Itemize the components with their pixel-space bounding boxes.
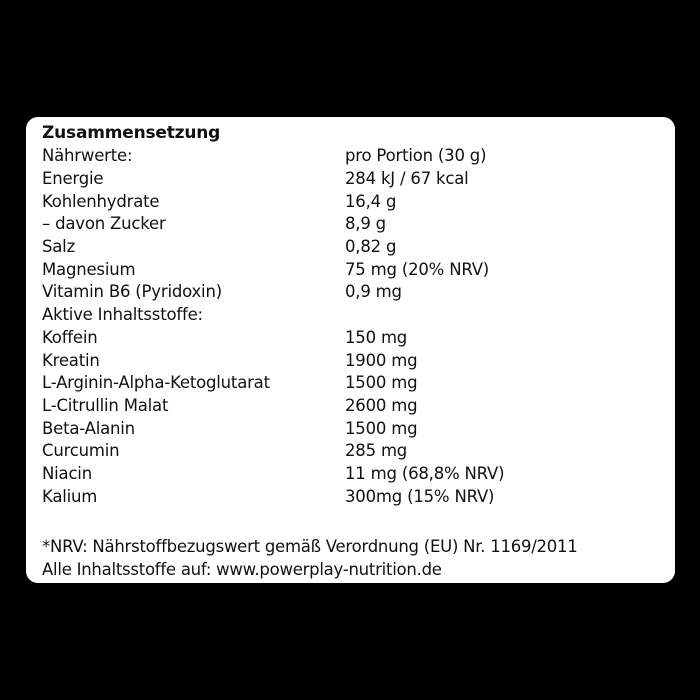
nutrient-name: Nährwerte: [42, 146, 133, 166]
nutrient-amount: 0,82 g [345, 237, 397, 257]
nutrient-name: – davon Zucker [42, 214, 166, 234]
nutrient-name: L-Citrullin Malat [42, 395, 169, 415]
nutrition-row [42, 485, 675, 508]
nutrient-amount: 1500 mg [345, 373, 418, 393]
nutrition-row [42, 281, 675, 304]
nutrition-row [42, 372, 675, 395]
nutrition-row [42, 168, 675, 191]
nutrition-row [42, 190, 675, 213]
nutrient-amount: 16,4 g [345, 191, 397, 211]
nutrient-name: Energie [42, 169, 104, 189]
nutrition-row [42, 258, 675, 281]
nutrient-amount: 8,9 g [345, 214, 386, 234]
nutrition-row [42, 417, 675, 440]
nutrient-amount: 0,9 mg [345, 282, 402, 302]
nutrient-name: Beta-Alanin [42, 418, 135, 438]
nutrient-name: Kohlenhydrate [42, 191, 160, 211]
nutrient-name: Kalium [42, 486, 98, 506]
nutrient-name: Salz [42, 237, 76, 257]
nutrient-amount: 300mg (15% NRV) [345, 486, 495, 506]
nutrition-row [42, 304, 675, 327]
nutrition-row [42, 145, 675, 168]
nutrition-row [42, 349, 675, 372]
nutrition-row [42, 327, 675, 350]
nutrient-amount: 1900 mg [345, 350, 418, 370]
nutrition-row [42, 213, 675, 236]
nutrient-name: Koffein [42, 327, 98, 347]
nutrient-amount: 284 kJ / 67 kcal [345, 169, 469, 189]
nutrient-name: L-Arginin-Alpha-Ketoglutarat [42, 373, 270, 393]
website-footnote: Alle Inhaltsstoffe auf: www.powerplay-nutrition.de [42, 560, 442, 579]
nutrient-amount: 11 mg (68,8% NRV) [345, 463, 505, 483]
nutrition-row [42, 440, 675, 463]
nrv-footnote: *NRV: Nährstoffbezugswert gemäß Verordnung (EU) Nr. 1169/2011 [42, 537, 578, 556]
nutrient-amount: 75 mg (20% NRV) [345, 259, 490, 279]
nutrient-amount: 150 mg [345, 327, 408, 347]
nutrition-row [42, 236, 675, 259]
nutrient-name: Niacin [42, 463, 92, 483]
nutrient-name: Curcumin [42, 441, 120, 461]
footnotes [42, 536, 675, 582]
nutrition-table [42, 145, 675, 508]
nutrient-amount: 2600 mg [345, 395, 418, 415]
nutrition-label-card [26, 117, 675, 583]
nutrition-row [42, 463, 675, 486]
label-title: Zusammensetzung [42, 123, 221, 143]
nutrient-amount: pro Portion (30 g) [345, 146, 487, 166]
nutrient-name: Magnesium [42, 259, 136, 279]
nutrient-name: Kreatin [42, 350, 100, 370]
nutrient-name: Vitamin B6 (Pyridoxin) [42, 282, 222, 302]
nutrient-amount: 1500 mg [345, 418, 418, 438]
nutrition-row [42, 395, 675, 418]
nutrient-name: Aktive Inhaltsstoffe: [42, 305, 203, 325]
nutrient-amount: 285 mg [345, 441, 408, 461]
